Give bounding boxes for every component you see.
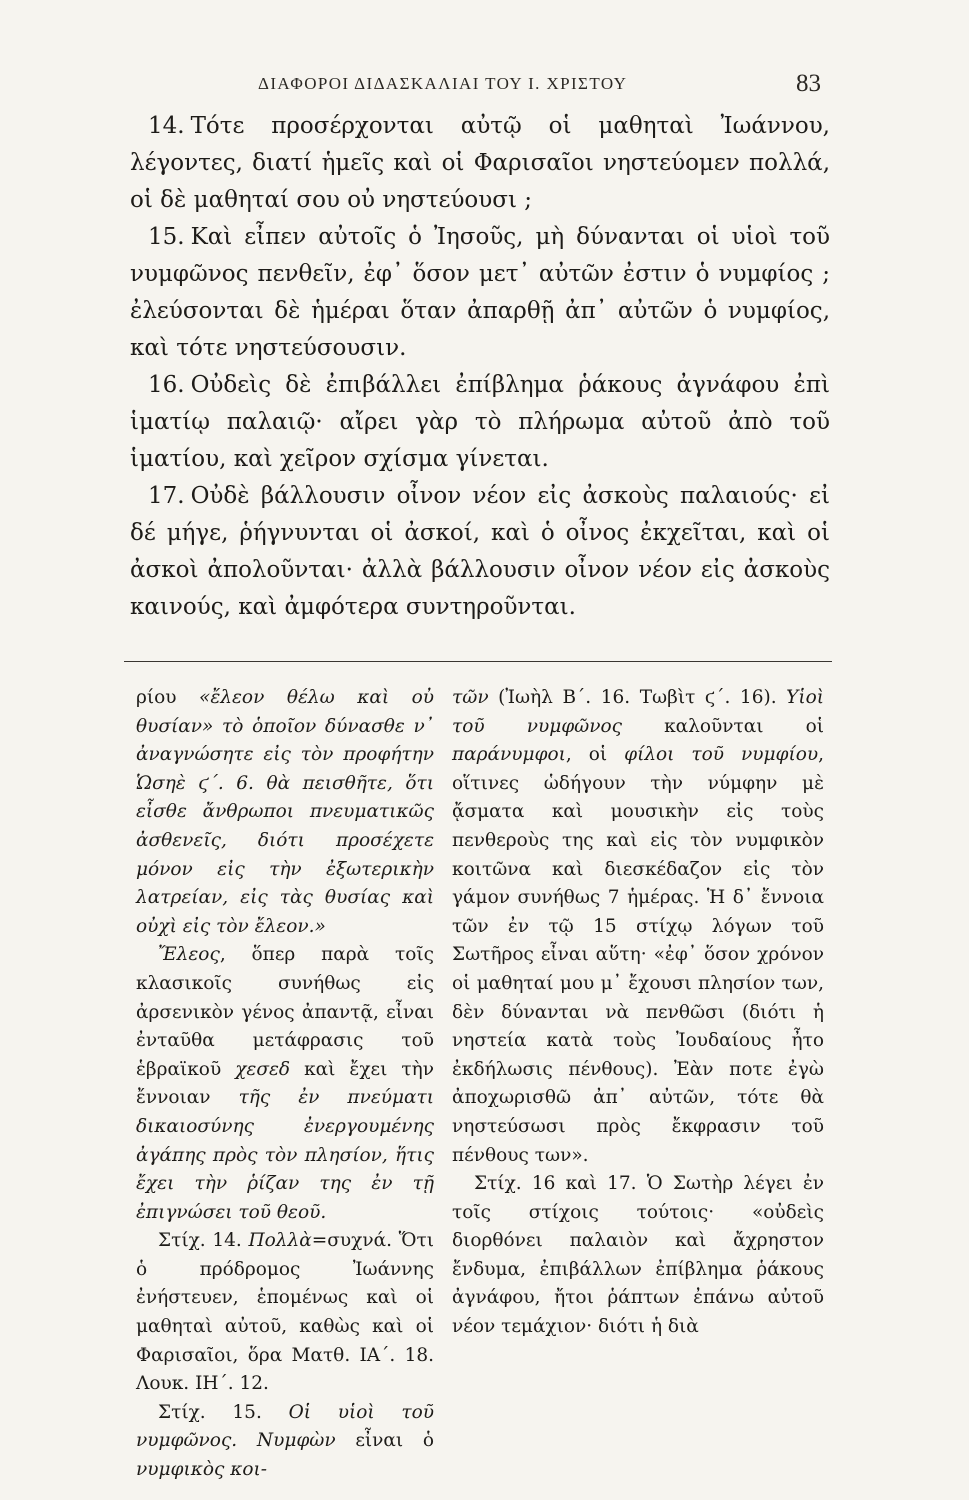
note-term: νυμφικὸς κοι- — [136, 1459, 268, 1481]
note-term: παράνυμφοι — [452, 744, 566, 766]
note-paragraph — [136, 941, 434, 1227]
note-term: τῶν — [452, 687, 489, 708]
note-text: καλοῦνται οἱ — [622, 715, 824, 737]
commentary-left-column — [136, 684, 434, 1485]
note-term: Υἱοὶ τοῦ νυμφῶνος — [452, 687, 824, 737]
note-term: Πολλὰ — [248, 1230, 312, 1252]
note-text: , οἵτινες ὡδήγουν τὴν νύμφην μὲ ᾄσματα καὶ μουσικὴν εἰς τοὺς πενθεροὺς της καὶ εἰς τὸν νυμφικὸν κοιτῶνα καὶ διεσκέδαζον εἰς τὸν γάμον συνήθως 7 ἡμέρας. Ἡ δ᾽ ἔννοια τῶν ἐν τῷ 15 στίχῳ λόγων τοῦ Σωτῆρος εἶναι αὕτη· «ἐφ᾽ ὅσον χρόνον οἱ μαθηταί μου μ᾽ ἔχουσι πλησίον των, δὲν δύνανται νὰ πενθῶσι (διότι ἡ νηστεία κατὰ τοὺς Ἰουδαίους ἦτο ἐκδήλωσις πένθους). Ἐὰν ποτε ἐγὼ ἀποχωρισθῶ ἀπ᾽ αὐτῶν, τότε θὰ νηστεύσωσι πρὸς ἔκφρασιν τοῦ πένθους των». — [452, 744, 824, 1166]
note-text: =συχνά. Ὅτι ὁ πρόδρομος Ἰωάννης ἐνήστευεν, ἑπομένως καὶ οἱ μαθηταὶ αὐτοῦ, καθὼς καὶ οἱ Φαρισαῖοι, ὅρα Ματθ. ΙΑ΄. 18. Λουκ. ΙΗ΄. 12. — [136, 1230, 434, 1395]
note-text: ρίου — [136, 687, 200, 708]
note-verse-ref: Στίχ. 15. — [158, 1401, 289, 1423]
verse-text: Οὐδὲ βάλλουσιν οἶνον νέον εἰς ἀσκοὺς παλαιούς· εἰ δέ μήγε, ῥήγνυνται οἱ ἀσκοί, καὶ ὁ οἶνος ἐκχεῖται, καὶ οἱ ἀσκοὶ ἀπολοῦνται· ἀλλὰ βάλλουσιν οἶνον νέον εἰς ἀσκοὺς καινούς, καὶ ἀμφότερα συντηροῦνται. — [130, 483, 830, 620]
note-term: χεσεδ — [235, 1058, 291, 1080]
note-term: τῆς ἐν πνεύματι δικαιοσύνης ἐνεργουμένης ἀγάπης πρὸς τὸν πλησίον, ἥτις ἔχει τὴν ῥίζαν της ἐν τῇ ἐπιγνώσει τοῦ θεοῦ. — [136, 1087, 434, 1223]
note-text: , ὅπερ παρὰ τοῖς κλασικοῖς συνήθως εἰς ἀρσενικὸν γένος ἀπαντᾷ, εἶναι ἐνταῦθα μετάφρασις τοῦ ἑβραϊκοῦ — [136, 944, 434, 1080]
note-text: , οἱ — [565, 744, 625, 766]
verse-15 — [130, 219, 830, 367]
page-number: 83 — [796, 70, 821, 97]
verse-text: Τότε προσέρχονται αὐτῷ οἱ μαθηταὶ Ἰωάννου, λέγοντες, διατί ἡμεῖς καὶ οἱ Φαρισαῖοι νηστεύομεν πολλά, οἱ δὲ μαθηταί σου οὐ νηστεύουσι ; — [130, 113, 830, 213]
verse-text: Οὐδεὶς δὲ ἐπιβάλλει ἐπίβλημα ῥάκους ἀγνάφου ἐπὶ ἱματίῳ παλαιῷ· αἴρει γὰρ τὸ πλήρωμα αὐτοῦ ἀπὸ τοῦ ἱματίου, καὶ χεῖρον σχίσμα γίνεται. — [130, 372, 830, 472]
footnote-divider — [124, 661, 832, 662]
verse-17 — [130, 478, 830, 626]
note-term: φίλοι τοῦ νυμφίου — [624, 744, 819, 766]
note-paragraph: Στίχ. 16 καὶ 17. Ὁ Σωτὴρ λέγει ἐν τοῖς στίχοις τούτοις· «οὐδεὶς διορθόνει παλαιὸν καὶ ἄχρηστον ἔνδυμα, ἐπιβάλλων ἐπίβλημα ῥάκους ἀγνάφου, ἤτοι ῥάπτων ἐπάνω αὐτοῦ νέον τεμάχιον· διότι ἡ διὰ — [452, 1173, 824, 1338]
note-text: εἶναι ὁ — [335, 1430, 434, 1452]
verse-text: Καὶ εἶπεν αὐτοῖς ὁ Ἰησοῦς, μὴ δύνανται οἱ υἱοὶ τοῦ νυμφῶνος πενθεῖν, ἐφ᾽ ὅσον μετ᾽ αὐτῶν ἐστιν ὁ νυμφίος ; ἐλεύσονται δὲ ἡμέραι ὅταν ἀπαρθῇ ἀπ᾽ αὐτῶν ὁ νυμφίος, καὶ τότε νηστεύσουσιν. — [130, 224, 830, 361]
note-paragraph — [136, 684, 434, 941]
verse-number: 15. — [148, 224, 185, 250]
main-text — [130, 108, 830, 626]
verse-number: 17. — [148, 483, 185, 509]
note-term: Οἱ υἱοὶ τοῦ νυμφῶνος. Νυμφὼν — [136, 1401, 434, 1452]
note-text: καὶ ἔχει τὴν ἔννοιαν — [136, 1058, 434, 1109]
verse-number: 14. — [148, 113, 185, 139]
verse-14 — [130, 108, 830, 219]
note-term: Ἔλεος — [158, 944, 220, 966]
note-paragraph — [136, 1227, 434, 1399]
running-title: ΔΙΑΦΟΡΟΙ ΔΙΔΑΣΚΑΛΙΑΙ ΤΟΥ Ι. ΧΡΙΣΤΟΥ — [258, 74, 628, 93]
note-quote: «ἔλεον θέλω καὶ οὐ θυσίαν» τὸ ὁποῖον δύνασθε ν᾽ ἀναγνώσητε εἰς τὸν προφήτην Ὡσηὲ ϛ΄. 6. θὰ πεισθῆτε, ὅτι εἶσθε ἄνθρωποι πνευματικῶς ἀσθενεῖς, διότι προσέχετε μόνον εἰς τὴν ἐξωτερικὴν λατρείαν, εἰς τὰς θυσίας καὶ οὐχὶ εἰς τὸν ἔλεον.» — [136, 687, 434, 937]
commentary-right-column — [452, 684, 824, 1342]
note-verse-ref: Στίχ. 14. — [158, 1230, 249, 1252]
verse-16 — [130, 367, 830, 478]
note-paragraph — [136, 1399, 434, 1485]
note-paragraph — [452, 684, 824, 1170]
verse-number: 16. — [148, 372, 185, 398]
note-text: (Ἰωὴλ Β΄. 16. Τωβὶτ ϛ΄. 16). — [488, 687, 787, 708]
